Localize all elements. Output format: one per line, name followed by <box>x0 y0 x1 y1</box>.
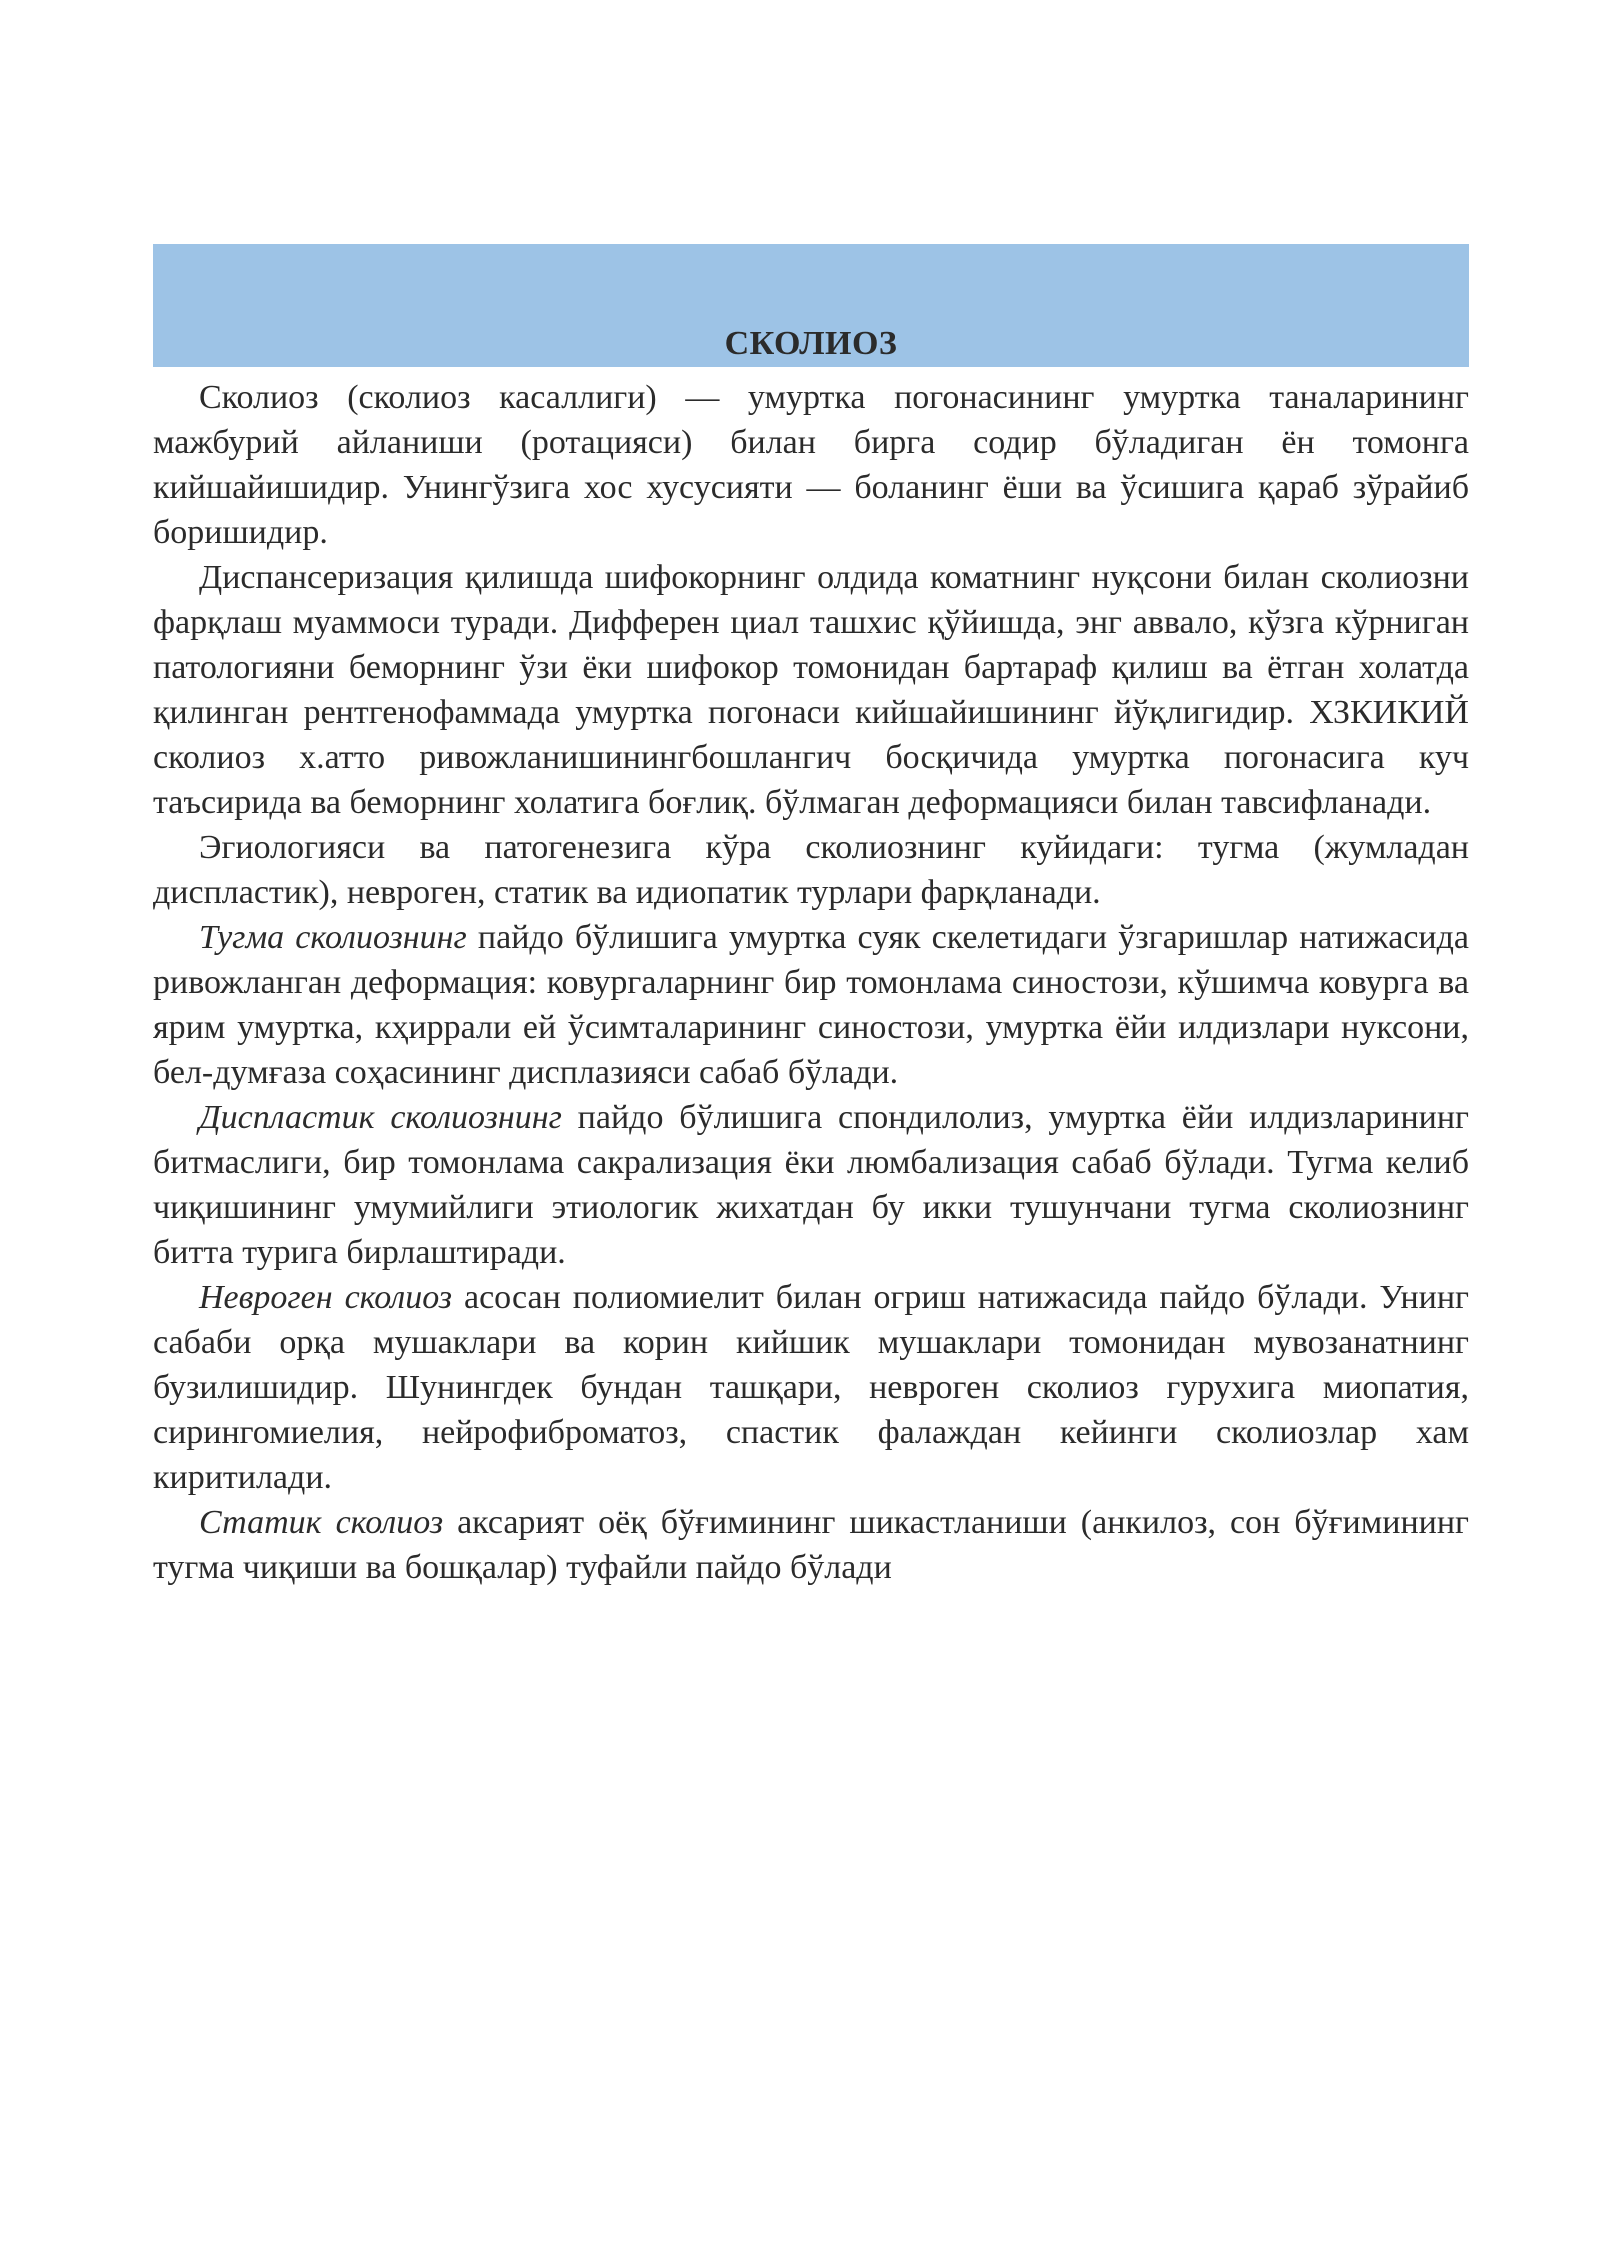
paragraph-italic-term: Тугма сколиознинг <box>199 919 467 956</box>
paragraph-text: Эгиологияси ва патогенезига кўра сколиознинг куйидаги: тугма (жумладан диспластик), невроген, статик ва идиопатик турлари фарқланади. <box>153 829 1469 911</box>
paragraph-congenital <box>153 915 1469 1095</box>
paragraph-etiology <box>153 825 1469 915</box>
paragraph-text: пайдо бўлишига спондилолиз, умуртка ёйи илдизларининг битмаслиги, бир томонлама сакрализация ёки люмбализация сабаб бўлади. Тугма келиб чиқишининг умумийлиги этиологик жихатдан бу икки тушунчани тугма сколиознинг битта турига бирлаштиради. <box>153 1099 1469 1271</box>
paragraph-definition <box>153 375 1469 555</box>
title-band <box>153 244 1469 367</box>
paragraph-static <box>153 1500 1469 1590</box>
paragraph-text: Диспансеризация қилишда шифокорнинг олдида коматнинг нуқсони билан сколиозни фарқлаш муаммоси туради. Дифферен циал ташхис қўйишда, энг аввало, кўзга кўрниган патологияни беморнинг ўзи ёки шифокор томонидан бартараф қилиш ва ётган холатда қилинган рентгенофаммада умуртка погонаси кийшайишининг йўқлигидир. ХЗКИКИЙ сколиоз х.атто ривожланишинингбошлангич босқичида умуртка погонасига куч таъсирида ва беморнинг холатига боғлиқ. бўлмаган деформацияси билан тавсифланади. <box>153 559 1469 821</box>
paragraph-italic-term: Диспластик сколиознинг <box>199 1099 562 1136</box>
page-title: СКОЛИОЗ <box>724 325 898 362</box>
paragraph-italic-term: Статик сколиоз <box>199 1504 444 1541</box>
document-body <box>153 375 1469 1590</box>
paragraph-text: аксарият оёқ бўғимининг шикастланиши (анкилоз, сон бўғимининг тугма чиқиши ва бошқалар) туфайли пайдо бўлади <box>153 1504 1469 1586</box>
paragraph-neurogenic <box>153 1275 1469 1500</box>
paragraph-dysplastic <box>153 1095 1469 1275</box>
paragraph-text: пайдо бўлишига умуртка суяк скелетидаги ўзгаришлар натижасида ривожланган деформация: ковургаларнинг бир томонлама синостози, кўшимча ковурга ва ярим умуртка, кҳиррали ей ўсимталарининг синостози, умуртка ёйи илдизлари нуксони, бел-думғаза соҳасининг дисплазияси сабаб бўлади. <box>153 919 1469 1091</box>
paragraph-text: асосан полиомиелит билан огриш натижасида пайдо бўлади. Унинг сабаби орқа мушаклари ва корин кийшик мушаклари томонидан мувозанатнинг бузилишидир. Шунингдек бундан ташқари, невроген сколиоз гурухига миопатия, сирингомиелия, нейрофиброматоз, спастик фалаждан кейинги сколиозлар хам киритилади. <box>153 1279 1469 1496</box>
paragraph-text: Сколиоз (сколиоз касаллиги) — умуртка погонасининг умуртка таналарининг мажбурий айланиши (ротацияси) билан бирга содир бўладиган ён томонга кийшайишидир. Унингўзига хос хусусияти — боланинг ёши ва ўсишига қараб зўрайиб боришидир. <box>153 379 1469 551</box>
paragraph-diagnosis <box>153 555 1469 825</box>
document-page <box>153 244 1469 1590</box>
paragraph-italic-term: Невроген сколиоз <box>199 1279 453 1316</box>
